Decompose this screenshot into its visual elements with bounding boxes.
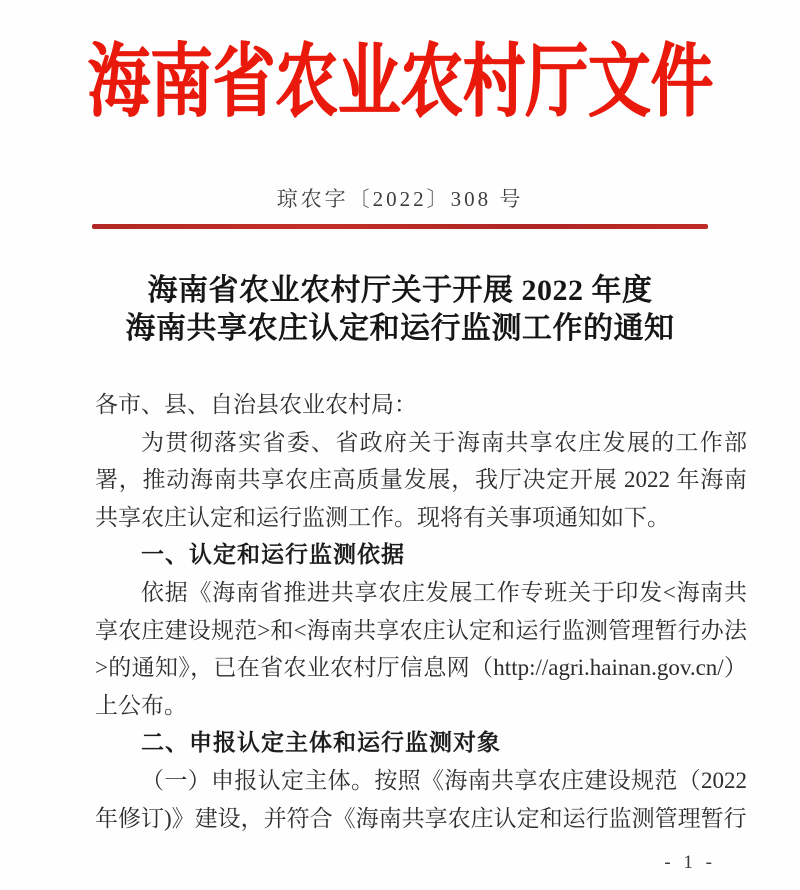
section-heading-1: 一、认定和运行监测依据 bbox=[141, 541, 405, 568]
section-heading-2: 二、申报认定主体和运行监测对象 bbox=[141, 729, 501, 756]
document-title-line1: 海南省农业农村厅关于开展 2022 年度 bbox=[147, 274, 653, 307]
body-paragraph-3: （一）申报认定主体。按照《海南共享农庄建设规范（2022 年修订)》建设，并符合《海南共享农庄认定和运行监测管理暂行 bbox=[95, 767, 747, 831]
document-number: 琼农字〔2022〕308 号 bbox=[276, 187, 524, 211]
red-masthead bbox=[0, 18, 800, 127]
salutation-line: 各市、县、自治县农业农村局： bbox=[95, 392, 417, 417]
body-paragraph-2: 依据《海南省推进共享农庄发展工作专班关于印发<海南共享农庄建设规范>和<海南共享农庄认定和运行监测管理暂行办法>的通知》，已在省农业农村厅信息网（http://agri.hainan.gov.cn/）上公布。 bbox=[95, 579, 747, 718]
masthead-title: 海南省农业农村厅文件 bbox=[87, 36, 713, 127]
document-body bbox=[95, 386, 747, 837]
page-number: - 1 - bbox=[664, 852, 716, 873]
red-separator-line bbox=[92, 224, 708, 229]
document-title bbox=[0, 272, 800, 348]
document-title-line2: 海南共享农庄认定和运行监测工作的通知 bbox=[125, 312, 675, 345]
body-paragraph-1: 为贯彻落实省委、省政府关于海南共享农庄发展的工作部署，推动海南共享农庄高质量发展，我厅决定开展 2022 年海南共享农庄认定和运行监测工作。现将有关事项通知如下。 bbox=[95, 429, 747, 530]
